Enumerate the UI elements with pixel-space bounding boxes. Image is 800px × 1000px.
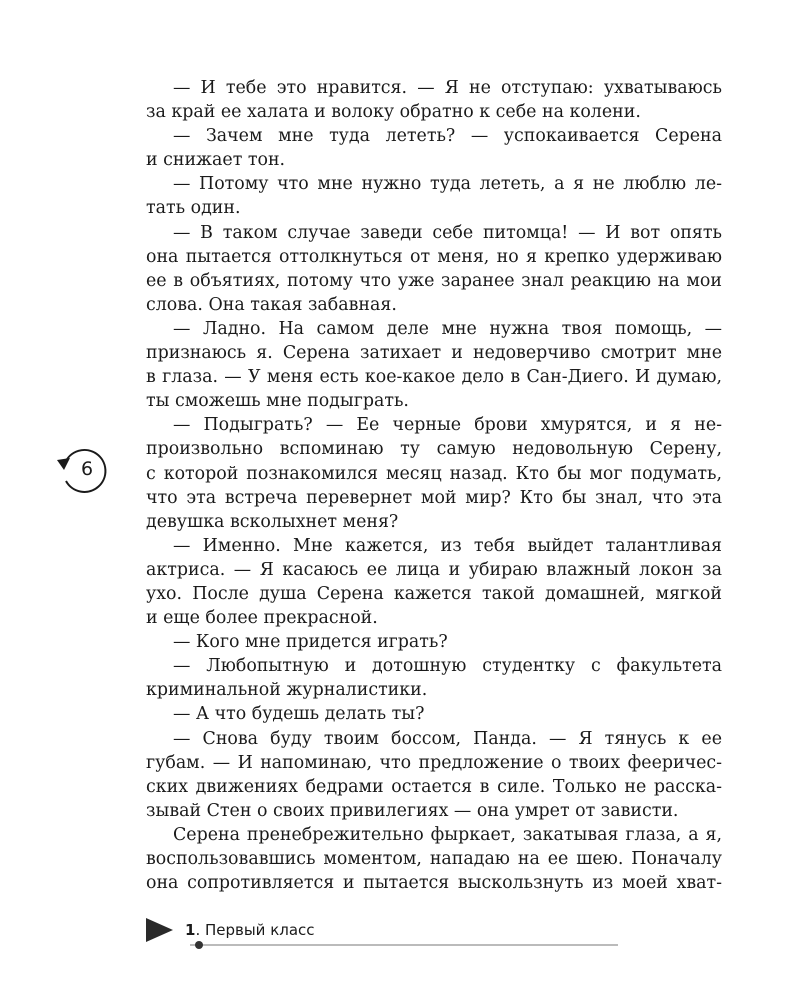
- text-line: и еще более прекрасной.: [146, 608, 378, 629]
- text-line: — Ладно. На самом деле мне нужна твоя помощь, —: [173, 318, 722, 339]
- chapter-title: . Первый класс: [195, 921, 315, 939]
- footer-rule: [190, 944, 618, 946]
- text-line: губам. — И напоминаю, что предложение о твоих фееричес-: [146, 752, 722, 773]
- text-line: — И тебе это нравится. — Я не отступаю: ухватываюсь: [173, 78, 722, 98]
- text-line: за край ее халата и волоку обратно к себе на колени.: [146, 102, 641, 123]
- text-line: — Именно. Мне кажется, из тебя выйдет талантливая: [173, 535, 722, 556]
- text-line: криминальной журналистики.: [146, 680, 428, 701]
- text-line: произвольно вспоминаю ту самую недовольную Серену,: [146, 439, 722, 460]
- text-line: актриса. — Я касаюсь ее лица и убираю влажный локон за: [146, 559, 722, 580]
- footer-progress-dot: [195, 941, 203, 949]
- page-number: 6: [80, 458, 94, 480]
- text-line: — Подыграть? — Ее черные брови хмурятся, и я не-: [173, 415, 722, 436]
- text-line: она сопротивляется и пытается выскользнуть из моей хват-: [146, 873, 722, 894]
- text-line: слова. Она такая забавная.: [146, 294, 397, 315]
- text-line: ее в объятиях, потому что уже заранее знал реакцию на мои: [146, 270, 722, 291]
- text-line: ты сможешь мне подыграть.: [146, 391, 409, 412]
- text-line: девушка всколыхнет меня?: [146, 511, 399, 532]
- text-line: и снижает тон.: [146, 150, 286, 171]
- text-line: зывай Стен о своих привилегиях — она умрет от зависти.: [146, 800, 679, 821]
- text-line: она пытается оттолкнуться от меня, но я крепко удерживаю: [146, 246, 722, 267]
- text-line: — Зачем мне туда лететь? — успокаивается Серена: [173, 126, 722, 147]
- text-line: в глаза. — У меня есть кое-какое дело в Сан-Диего. И думаю,: [146, 367, 722, 388]
- text-line: — Любопытную и дотошную студентку с факультета: [173, 656, 722, 677]
- text-line: воспользовавшись моментом, нападаю на ее шею. Поначалу: [146, 849, 722, 869]
- running-footer: [185, 921, 315, 939]
- text-line: — В таком случае заведи себе питомца! — И вот опять: [173, 222, 722, 243]
- text-line: Серена пренебрежительно фыркает, закатывая глаза, а я,: [173, 824, 722, 845]
- text-line: признаюсь я. Серена затихает и недоверчиво смотрит мне: [146, 343, 722, 364]
- body-text: [146, 76, 722, 895]
- text-line: — Кого мне придется играть?: [173, 632, 448, 653]
- text-line: с которой познакомился месяц назад. Кто бы мог подумать,: [146, 463, 722, 484]
- text-line: ских движениях бедрами остается в силе. Только не расска-: [146, 776, 722, 797]
- chapter-arrow-icon: [146, 916, 174, 944]
- page-number-badge: [56, 447, 114, 495]
- text-line: ухо. После душа Серена кажется такой домашней, мягкой: [146, 583, 722, 604]
- text-line: — Снова буду твоим боссом, Панда. — Я тянусь к ее: [173, 728, 722, 749]
- text-line: тать один.: [146, 198, 241, 219]
- text-line: — Потому что мне нужно туда лететь, а я не люблю ле-: [173, 174, 722, 195]
- chapter-number: 1: [185, 921, 196, 939]
- text-line: что эта встреча перевернет мой мир? Кто бы знал, что эта: [146, 487, 722, 508]
- text-line: — А что будешь делать ты?: [173, 704, 425, 725]
